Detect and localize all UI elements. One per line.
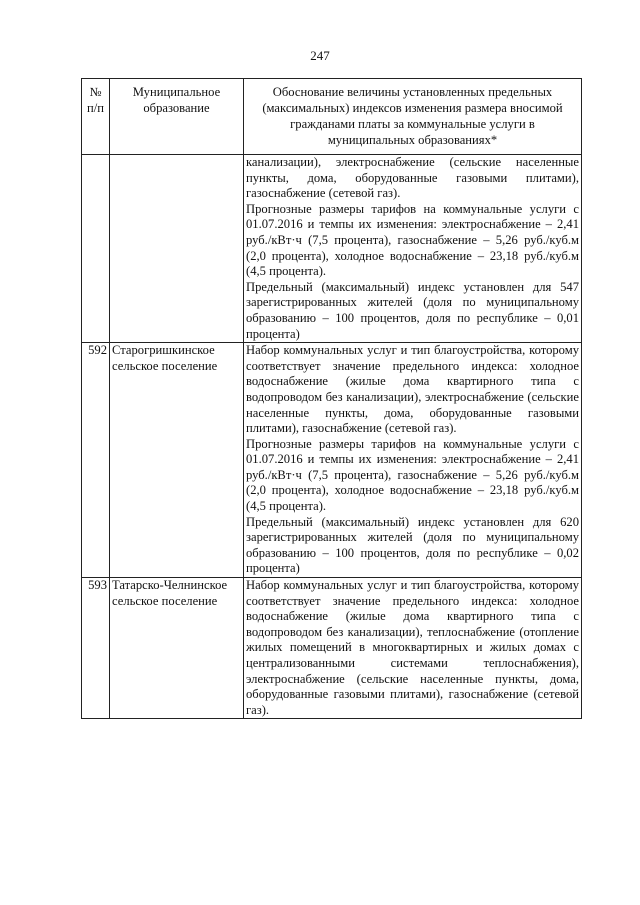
row-municipality xyxy=(110,155,244,343)
row-number xyxy=(82,155,110,343)
header-number: № п/п xyxy=(82,79,110,155)
justification-paragraph: Прогнозные размеры тарифов на коммунальные услуги с 01.07.2016 и темпы их изменения: электроснабжение – 2,41 руб./кВт·ч (7,5 процента), газоснабжение – 5,26 руб./куб.м (2,0 процента), холодное водоснабжение – 23,18 руб./куб.м (4,5 процента). xyxy=(246,436,579,514)
justification-paragraph: Набор коммунальных услуг и тип благоустройства, которому соответствует значение предельного индекса: холодное водоснабжение (жилые дома квартирного типа с водопроводом без канализации), теплоснабжение (отопление жилых помещений в многоквартирных и жилых домах с централизованными системами теплоснабжения), электроснабжение (сельские населенные пункты, дома, оборудованные газовыми плитами), газоснабжение (сетевой газ). xyxy=(246,578,579,717)
justification-paragraph: Прогнозные размеры тарифов на коммунальные услуги с 01.07.2016 и темпы их изменения: электроснабжение – 2,41 руб./кВт·ч (7,5 процента), газоснабжение – 5,26 руб./куб.м (2,0 процента), холодное водоснабжение – 23,18 руб./куб.м (4,5 процента). xyxy=(246,201,579,279)
header-justification: Обоснование величины установленных предельных (максимальных) индексов изменения размера вносимой гражданами платы за коммунальные услуги в муниципальных образованиях* xyxy=(244,79,582,155)
row-municipality: Татарско-Челнинское сельское поселение xyxy=(110,578,244,719)
row-justification xyxy=(244,578,582,719)
row-municipality: Старогришкинское сельское поселение xyxy=(110,343,244,578)
row-justification xyxy=(244,155,582,343)
justification-paragraph: Набор коммунальных услуг и тип благоустройства, которому соответствует значение предельного индекса: холодное водоснабжение (жилые дома квартирного типа с водопроводом без канализации), электроснабжение (сельские населенные пункты, дома, оборудованные газовыми плитами), газоснабжение (сетевой газ). xyxy=(246,343,579,436)
table-row xyxy=(82,343,582,578)
row-number: 593 xyxy=(82,578,110,719)
justification-paragraph: Предельный (максимальный) индекс установлен для 620 зарегистрированных жителей (доля по муниципальному образованию – 100 процентов, доля по республике – 0,02 процента) xyxy=(246,514,579,576)
header-municipality: Муниципальное образование xyxy=(110,79,244,155)
justification-paragraph: канализации), электроснабжение (сельские населенные пункты, дома, оборудованные газовыми плитами), газоснабжение (сетевой газ). xyxy=(246,155,579,201)
page-number: 247 xyxy=(310,48,330,63)
row-justification xyxy=(244,343,582,578)
justification-paragraph: Предельный (максимальный) индекс установлен для 547 зарегистрированных жителей (доля по муниципальному образованию – 100 процентов, доля по республике – 0,01 процента) xyxy=(246,279,579,341)
table-row xyxy=(82,155,582,343)
row-number: 592 xyxy=(82,343,110,578)
table-header-row xyxy=(82,79,582,155)
table-row xyxy=(82,578,582,719)
tariff-index-table xyxy=(81,78,582,719)
